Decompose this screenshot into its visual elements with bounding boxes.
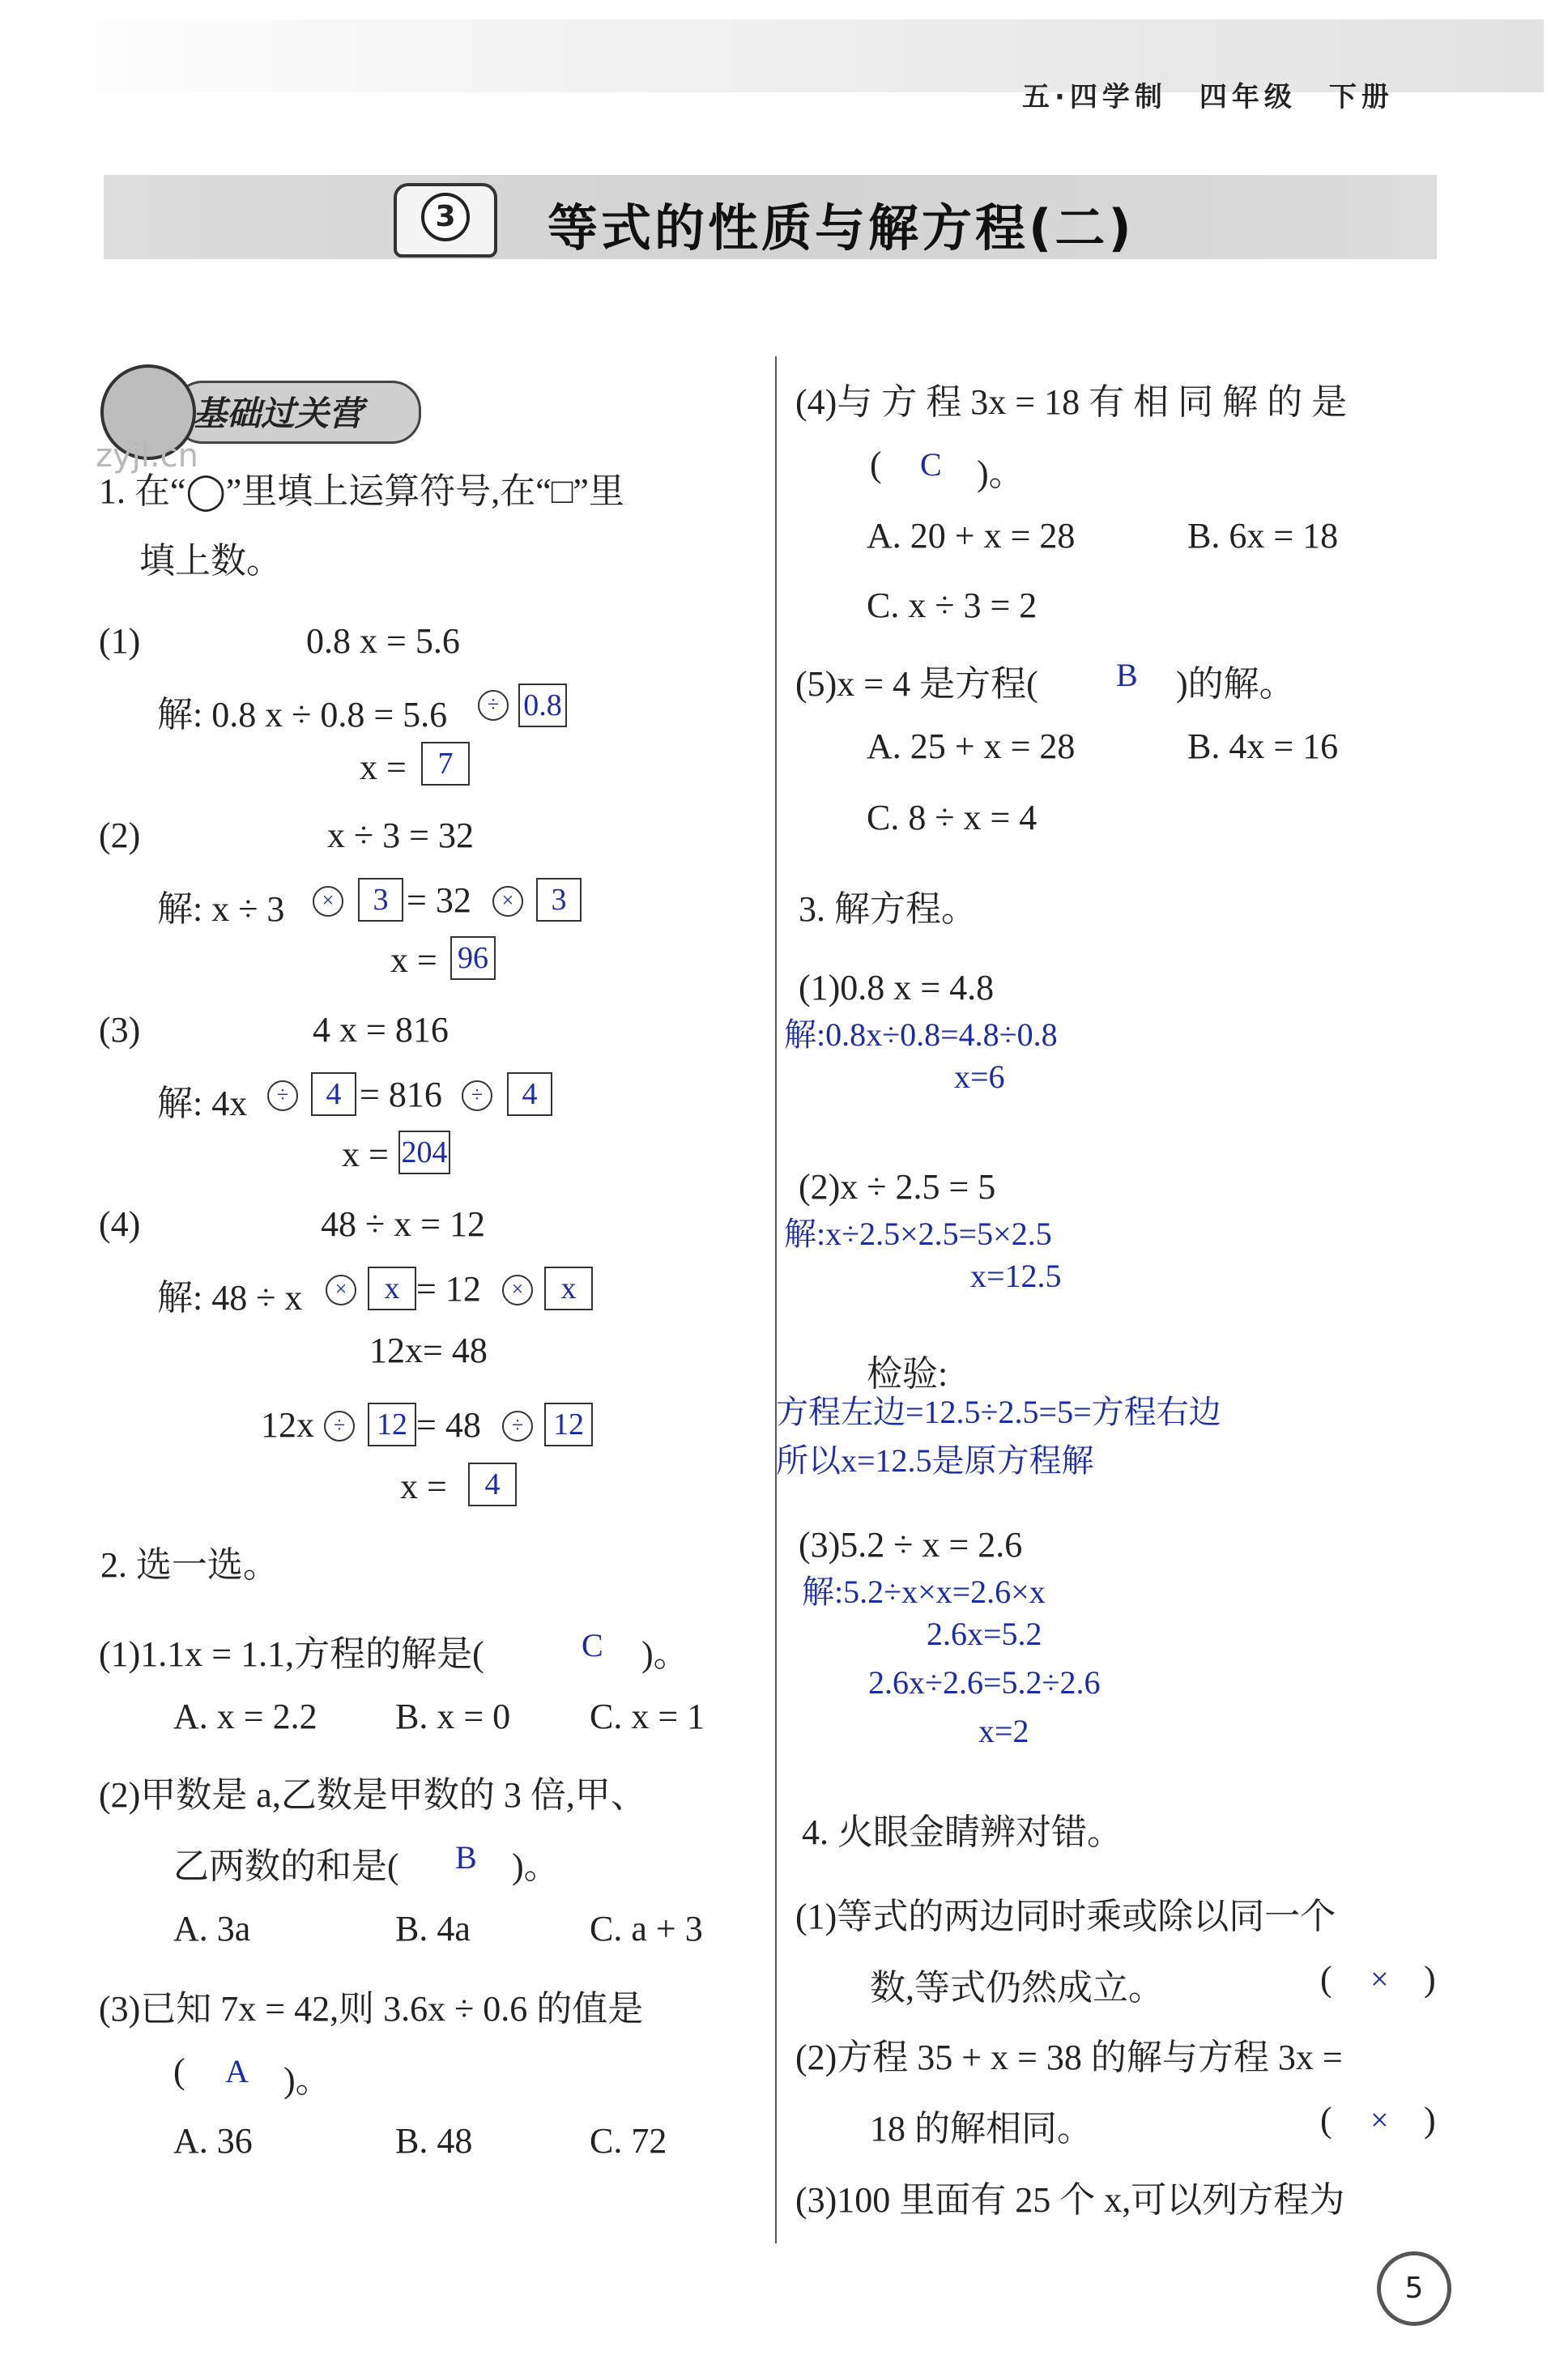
q1-4-box-3: 12	[368, 1403, 416, 1446]
lesson-number: 3	[421, 193, 470, 241]
column-divider	[775, 356, 777, 2243]
q2-3-option-c: C. 72	[590, 2121, 667, 2161]
q4-2-statement: (2)方程 35 + x = 38 的解与方程 3x =	[795, 2038, 1343, 2077]
q1-3-x-label: x =	[342, 1135, 389, 1174]
q2-2-answer: B	[455, 1839, 477, 1876]
q1-3-op-circle-left: ÷	[267, 1080, 298, 1111]
q2-2-option-c: C. a + 3	[590, 1909, 703, 1948]
q4-1-mark: ×	[1370, 1961, 1389, 1997]
q1-4-solve: 解: 48 ÷ x	[157, 1278, 303, 1318]
q2-5-question: (5)x = 4 是方程(	[795, 664, 1038, 704]
q2-2-question-cont: 乙两数的和是(	[173, 1846, 399, 1886]
q2-5-option-a: A. 25 + x = 28	[867, 726, 1076, 766]
q1-4-box-left: x	[368, 1267, 416, 1310]
q3-2-step1: 解:x÷2.5×2.5=5×2.5	[784, 1216, 1052, 1252]
q2-5-option-b: B. 4x = 16	[1187, 726, 1339, 766]
q1-1-box: 0.8	[518, 684, 567, 727]
q1-4-line3: 12x= 48	[369, 1331, 488, 1370]
q1-2-solve: 解: x ÷ 3	[157, 889, 285, 929]
q1-4-answer-box: 4	[468, 1463, 517, 1506]
q3-2-check-line1: 方程左边=12.5÷2.5=5=方程右边	[776, 1394, 1221, 1430]
q4-stem: 4. 火眼金睛辨对错。	[802, 1812, 1123, 1852]
grade-label: 五·四学制 四年级 下册	[1022, 81, 1394, 113]
q1-4-box-4: 12	[544, 1403, 593, 1446]
q2-3-question-cont: (	[173, 2051, 185, 2091]
q2-1-question: (1)1.1x = 1.1,方程的解是(	[99, 1634, 484, 1674]
q1-2-op-circle-right: ×	[492, 886, 523, 917]
q1-stem: 1. 在“◯”里填上运算符号,在“□”里	[99, 471, 624, 511]
q1-2-op-circle-left: ×	[313, 886, 343, 917]
q1-3-mid: = 816	[360, 1075, 442, 1114]
q2-3-question: (3)已知 7x = 42,则 3.6x ÷ 0.6 的值是	[99, 1989, 644, 2029]
q1-4-line4-mid: = 48	[416, 1405, 481, 1445]
q1-4-equation: 48 ÷ x = 12	[321, 1204, 485, 1244]
q3-3-step4: x=2	[978, 1713, 1029, 1749]
q2-4-question-cont: (	[870, 445, 882, 484]
q1-2-box-left: 3	[358, 878, 403, 922]
q4-2-paren-close: )	[1424, 2100, 1436, 2140]
q1-4-op-circle-right: ×	[502, 1275, 533, 1305]
q1-3-box-left: 4	[311, 1072, 356, 1116]
q1-4-mid: = 12	[416, 1269, 481, 1309]
q2-3-option-b: B. 48	[395, 2121, 473, 2161]
q1-3-solve: 解: 4x	[157, 1084, 248, 1123]
q2-1-option-c: C. x = 1	[590, 1697, 705, 1736]
q1-2-mid: = 32	[407, 880, 471, 920]
q1-4-op-circle-left: ×	[326, 1275, 356, 1305]
q2-1-end: )。	[641, 1634, 689, 1674]
q3-3-step2: 2.6x=5.2	[927, 1616, 1042, 1652]
q2-stem: 2. 选一选。	[100, 1545, 279, 1585]
q1-1-number: (1)	[99, 621, 141, 661]
q4-1-paren-open: (	[1320, 1959, 1332, 1999]
q2-5-option-c: C. 8 ÷ x = 4	[867, 798, 1038, 837]
q4-2-paren-open: (	[1320, 2100, 1332, 2140]
q1-4-op-circle-3: ÷	[324, 1411, 355, 1442]
q2-2-option-a: A. 3a	[173, 1909, 251, 1948]
q1-stem-cont: 填上数。	[139, 541, 282, 581]
q1-2-number: (2)	[99, 816, 141, 855]
q2-4-end: )。	[977, 454, 1025, 493]
q4-2-mark: ×	[1370, 2102, 1389, 2138]
q1-3-number: (3)	[99, 1010, 141, 1050]
q2-5-end: )的解。	[1176, 664, 1295, 704]
q4-1-statement: (1)等式的两边同时乘或除以同一个	[795, 1897, 1336, 1936]
q2-4-option-b: B. 6x = 18	[1187, 516, 1339, 556]
q3-2-step2: x=12.5	[970, 1258, 1062, 1294]
q1-1-answer-box: 7	[421, 742, 470, 786]
q2-2-question: (2)甲数是 a,乙数是甲数的 3 倍,甲、	[99, 1775, 646, 1815]
q2-1-answer: C	[582, 1627, 603, 1663]
q4-2-statement-cont: 18 的解相同。	[870, 2109, 1093, 2149]
q3-3-step1: 解:5.2÷x×x=2.6×x	[802, 1574, 1046, 1610]
q1-3-box-right: 4	[507, 1072, 552, 1116]
q1-1-op-circle: ÷	[478, 690, 509, 721]
q1-4-line4-left: 12x	[261, 1405, 314, 1445]
q2-3-end: )。	[283, 2060, 331, 2100]
q1-3-op-circle-right: ÷	[462, 1080, 492, 1111]
q1-1-solve: 解: 0.8 x ÷ 0.8 = 5.6	[157, 695, 448, 735]
q4-1-paren-close: )	[1424, 1959, 1436, 1999]
q2-4-question: (4)与 方 程 3x = 18 有 相 同 解 的 是	[795, 382, 1348, 422]
q4-3-statement: (3)100 里面有 25 个 x,可以列方程为	[795, 2180, 1345, 2220]
q1-4-op-circle-4: ÷	[502, 1411, 533, 1442]
q3-stem: 3. 解方程。	[799, 889, 977, 929]
q2-4-answer: C	[920, 446, 942, 483]
watermark: zyjl.cn	[96, 437, 198, 475]
q2-4-option-a: A. 20 + x = 28	[867, 516, 1076, 556]
q3-1-equation: (1)0.8 x = 4.8	[799, 968, 995, 1007]
q4-1-statement-cont: 数,等式仍然成立。	[870, 1968, 1164, 2008]
q2-3-option-a: A. 36	[173, 2121, 253, 2161]
q1-2-equation: x ÷ 3 = 32	[327, 816, 474, 855]
q3-3-equation: (3)5.2 ÷ x = 2.6	[799, 1525, 1023, 1565]
q1-2-answer-box: 96	[450, 936, 496, 980]
q3-2-equation: (2)x ÷ 2.5 = 5	[799, 1167, 996, 1207]
q3-2-check-label: 检验:	[867, 1354, 948, 1394]
q1-2-x-label: x =	[390, 940, 437, 980]
q1-1-equation: 0.8 x = 5.6	[306, 621, 460, 661]
q1-4-x-label: x =	[400, 1467, 447, 1506]
q3-1-step2: x=6	[954, 1058, 1005, 1095]
q2-3-answer: A	[225, 2053, 249, 2089]
q3-1-step1: 解:0.8x÷0.8=4.8÷0.8	[784, 1016, 1058, 1053]
q2-1-option-b: B. x = 0	[395, 1697, 511, 1736]
q3-3-step3: 2.6x÷2.6=5.2÷2.6	[868, 1664, 1101, 1701]
q2-1-option-a: A. x = 2.2	[173, 1697, 317, 1736]
q3-2-check-line2: 所以x=12.5是原方程解	[776, 1442, 1094, 1479]
q2-4-option-c: C. x ÷ 3 = 2	[867, 586, 1038, 625]
page-title: 等式的性质与解方程(二)	[548, 198, 1135, 258]
page-number: 5	[1377, 2251, 1451, 2326]
q1-3-equation: 4 x = 816	[313, 1010, 449, 1050]
q2-2-option-b: B. 4a	[395, 1909, 471, 1948]
q1-4-number: (4)	[99, 1204, 141, 1244]
q1-4-box-right: x	[544, 1267, 593, 1310]
q1-1-x-label: x =	[360, 747, 407, 787]
q2-2-end: )。	[512, 1846, 560, 1886]
q1-2-box-right: 3	[536, 878, 582, 922]
q1-3-answer-box: 204	[398, 1131, 450, 1174]
section-label: 基础过关营	[193, 394, 364, 433]
q2-5-answer: B	[1116, 657, 1138, 693]
